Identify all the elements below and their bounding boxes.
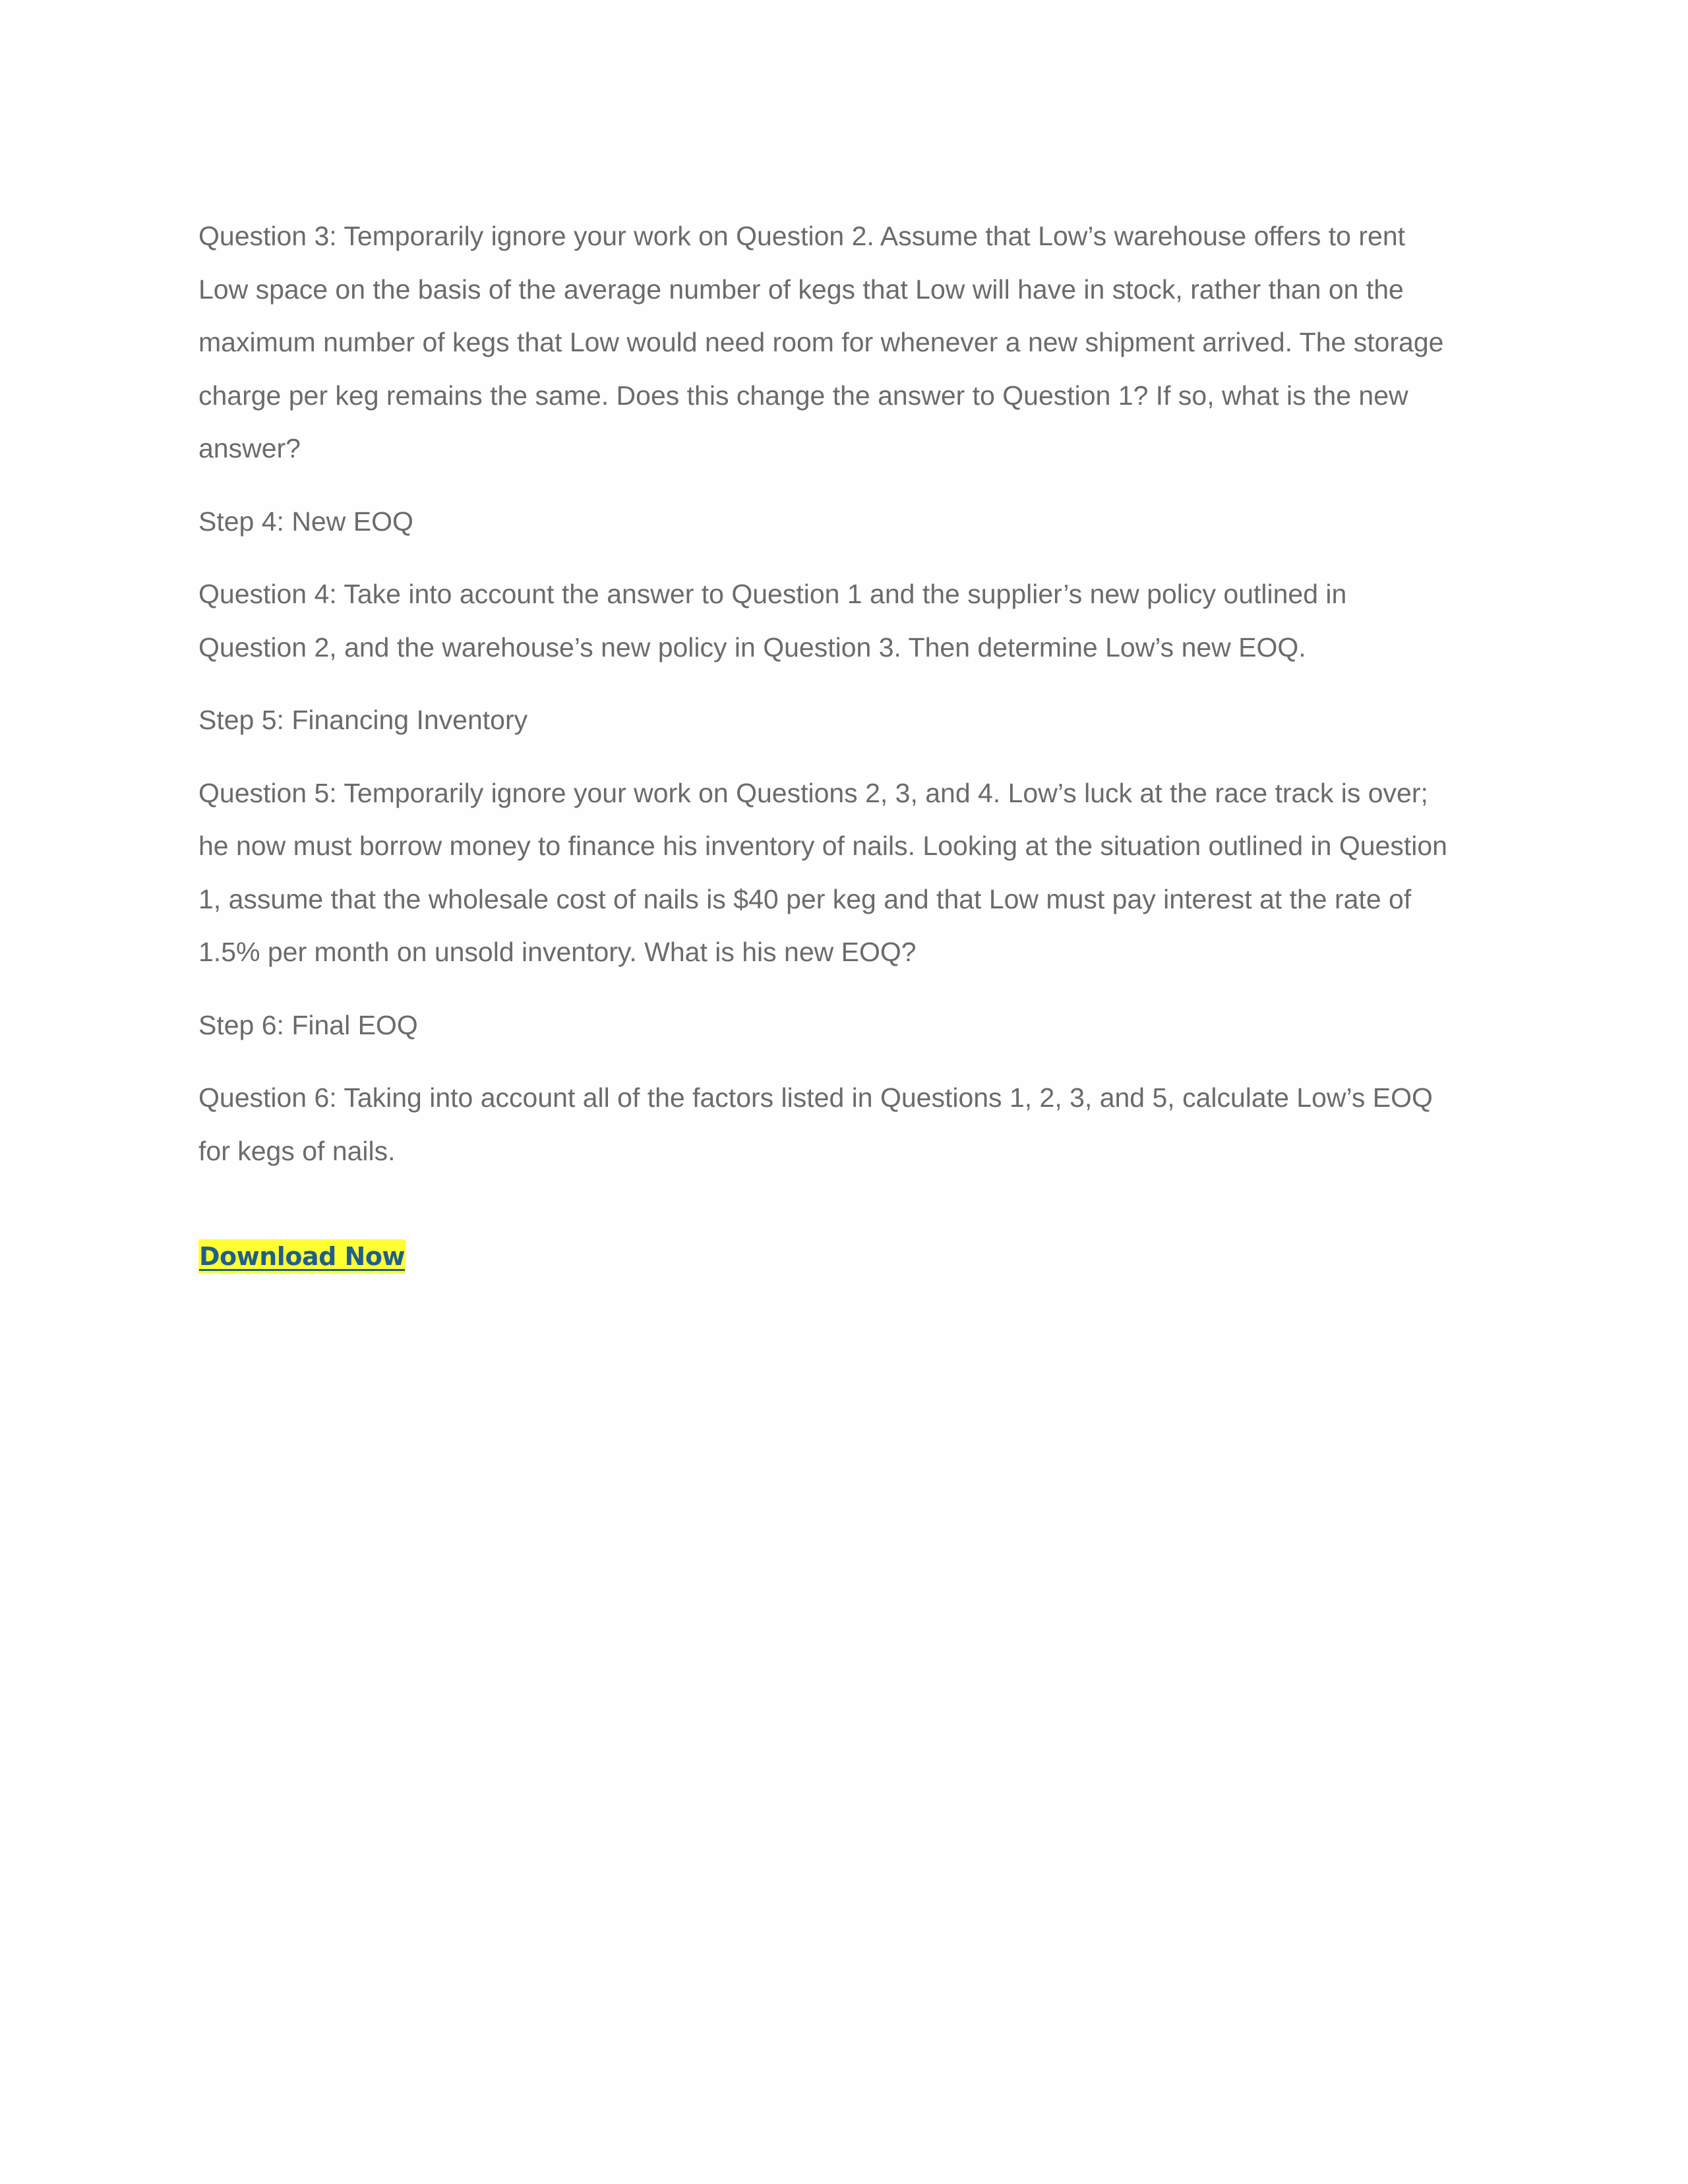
step-4-heading xyxy=(198,495,1484,548)
question-3-line: Low space on the basis of the average number of kegs that Low will have in stock, rather than on the xyxy=(198,274,1404,305)
document-body xyxy=(198,210,1484,1197)
step-5-label: Step 5: Financing Inventory xyxy=(198,705,528,735)
download-section xyxy=(198,1239,406,1274)
step-6-heading xyxy=(198,999,1484,1052)
download-now-link[interactable]: Download Now xyxy=(198,1239,406,1274)
question-4-paragraph xyxy=(198,568,1484,674)
question-3-line: answer? xyxy=(198,433,301,463)
step-4-label: Step 4: New EOQ xyxy=(198,506,413,537)
question-5-line: Question 5: Temporarily ignore your work on Questions 2, 3, and 4. Low’s luck at the race track is over; xyxy=(198,777,1428,808)
question-6-line: Question 6: Taking into account all of the factors listed in Questions 1, 2, 3, and 5, calculate Low’s EOQ xyxy=(198,1082,1433,1113)
question-3-line: maximum number of kegs that Low would need room for whenever a new shipment arrived. The storage xyxy=(198,327,1444,357)
question-5-line: 1.5% per month on unsold inventory. What is his new EOQ? xyxy=(198,937,917,967)
step-6-label: Step 6: Final EOQ xyxy=(198,1009,418,1040)
question-4-line: Question 4: Take into account the answer to Question 1 and the supplier’s new policy outlined in xyxy=(198,579,1347,609)
question-3-line: Question 3: Temporarily ignore your work on Question 2. Assume that Low’s warehouse offers to rent xyxy=(198,221,1406,251)
question-3-paragraph xyxy=(198,210,1484,475)
question-6-paragraph xyxy=(198,1071,1484,1177)
step-5-heading xyxy=(198,694,1484,747)
question-6-line: for kegs of nails. xyxy=(198,1135,396,1166)
question-5-paragraph xyxy=(198,767,1484,979)
question-4-line: Question 2, and the warehouse’s new policy in Question 3. Then determine Low’s new EOQ. xyxy=(198,632,1306,663)
question-5-line: 1, assume that the wholesale cost of nails is $40 per keg and that Low must pay interest at the rate of xyxy=(198,883,1412,914)
question-3-line: charge per keg remains the same. Does this change the answer to Question 1? If so, what is the new xyxy=(198,380,1408,411)
question-5-line: he now must borrow money to finance his inventory of nails. Looking at the situation outlined in Question xyxy=(198,831,1447,861)
